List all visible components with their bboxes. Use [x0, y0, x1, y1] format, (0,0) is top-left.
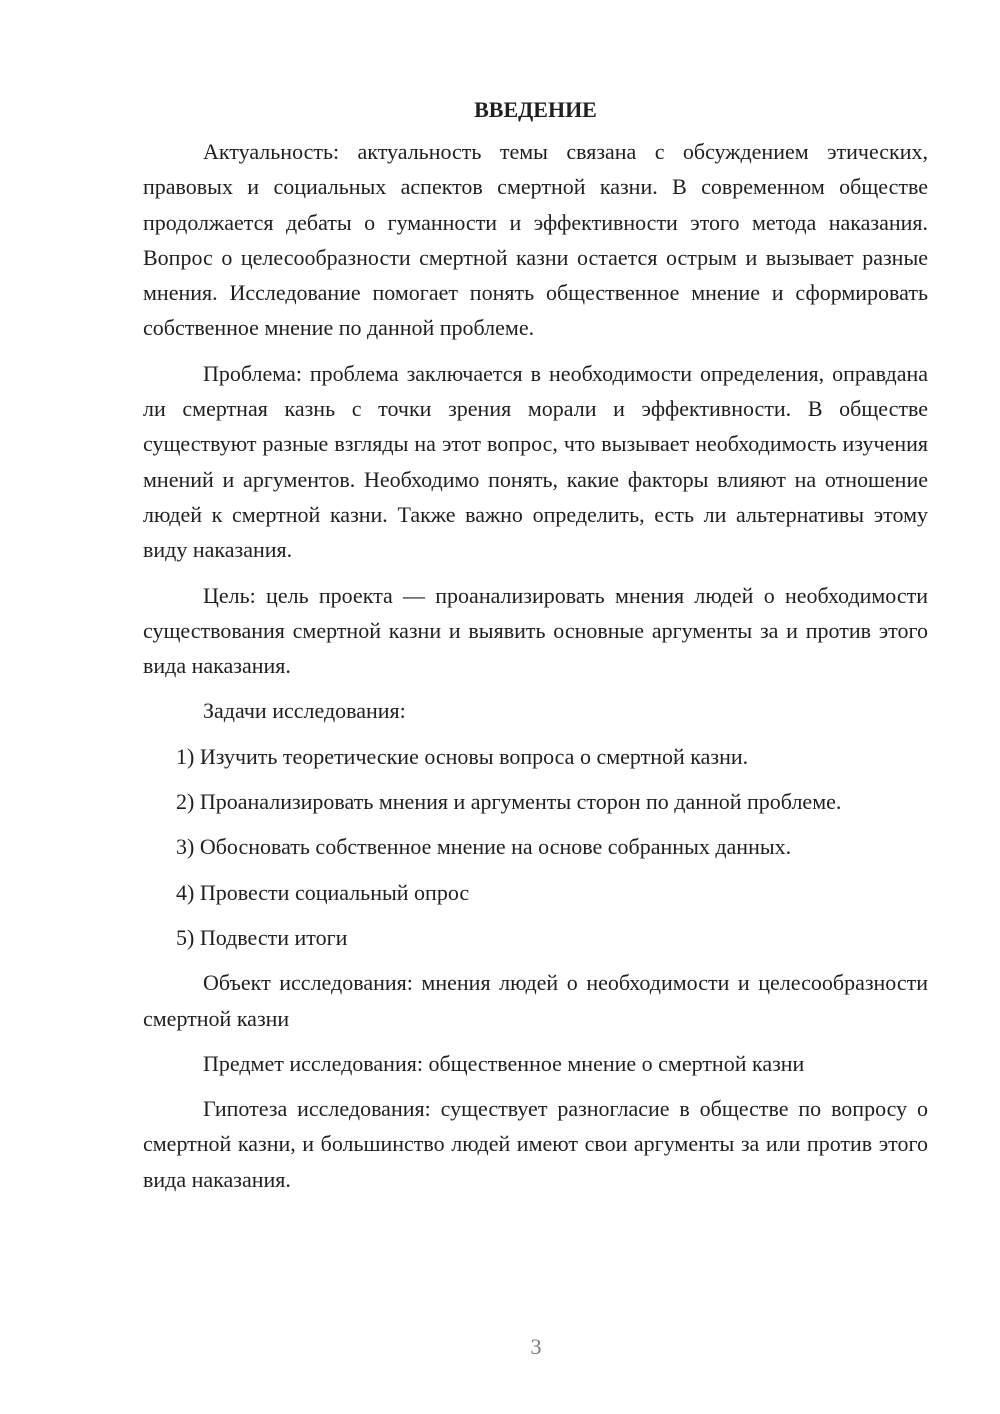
task-item: 4) Провести социальный опрос [176, 879, 470, 905]
task-item: 2) Проанализировать мнения и аргументы сторон по данной проблеме. [176, 789, 842, 815]
subject-paragraph: Предмет исследования: общественное мнение о смертной казни [203, 1050, 805, 1076]
task-item: 3) Обосновать собственное мнение на основе собранных данных. [176, 834, 792, 860]
goal-paragraph: Цель: цель проекта — проанализировать мнения людей о необходимости существования смертной казни и выявить основные аргументы за и против этого вида наказания. [143, 582, 928, 679]
hypothesis-paragraph: Гипотеза исследования: существует разногласие в обществе по вопросу о смертной казни, и большинство людей имеют свои аргументы за или против этого вида наказания. [143, 1096, 928, 1192]
object-paragraph: Объект исследования: мнения людей о необходимости и целесообразности смертной казни [143, 970, 928, 1031]
task-item: 5) Подвести итоги [176, 924, 348, 950]
problem-paragraph: Проблема: проблема заключается в необходимости определения, оправдана ли смертная казнь с точки зрения морали и эффективности. В обществе существуют разные взгляды на этот вопрос, что вызывает необходимость изучения мнений и аргументов. Необходимо понять, какие факторы влияют на отношение людей к смертной казни. Также важно определить, есть ли альтернативы этому виду наказания. [143, 360, 928, 563]
page-number: 3 [530, 1334, 542, 1359]
relevance-paragraph: Актуальность: актуальность темы связана с обсуждением этических, правовых и социальных аспектов смертной казни. В современном обществе продолжается дебаты о гуманности и эффективности этого метода наказания. Вопрос о целесообразности смертной казни остается острым и вызывает разные мнения. Исследование помогает понять общественное мнение и сформировать собственное мнение по данной проблеме. [143, 139, 928, 341]
task-item: 1) Изучить теоретические основы вопроса о смертной казни. [176, 743, 749, 769]
tasks-heading: Задачи исследования: [203, 698, 406, 724]
section-title: ВВЕДЕНИЕ [474, 97, 597, 122]
document-page [143, 92, 928, 1207]
